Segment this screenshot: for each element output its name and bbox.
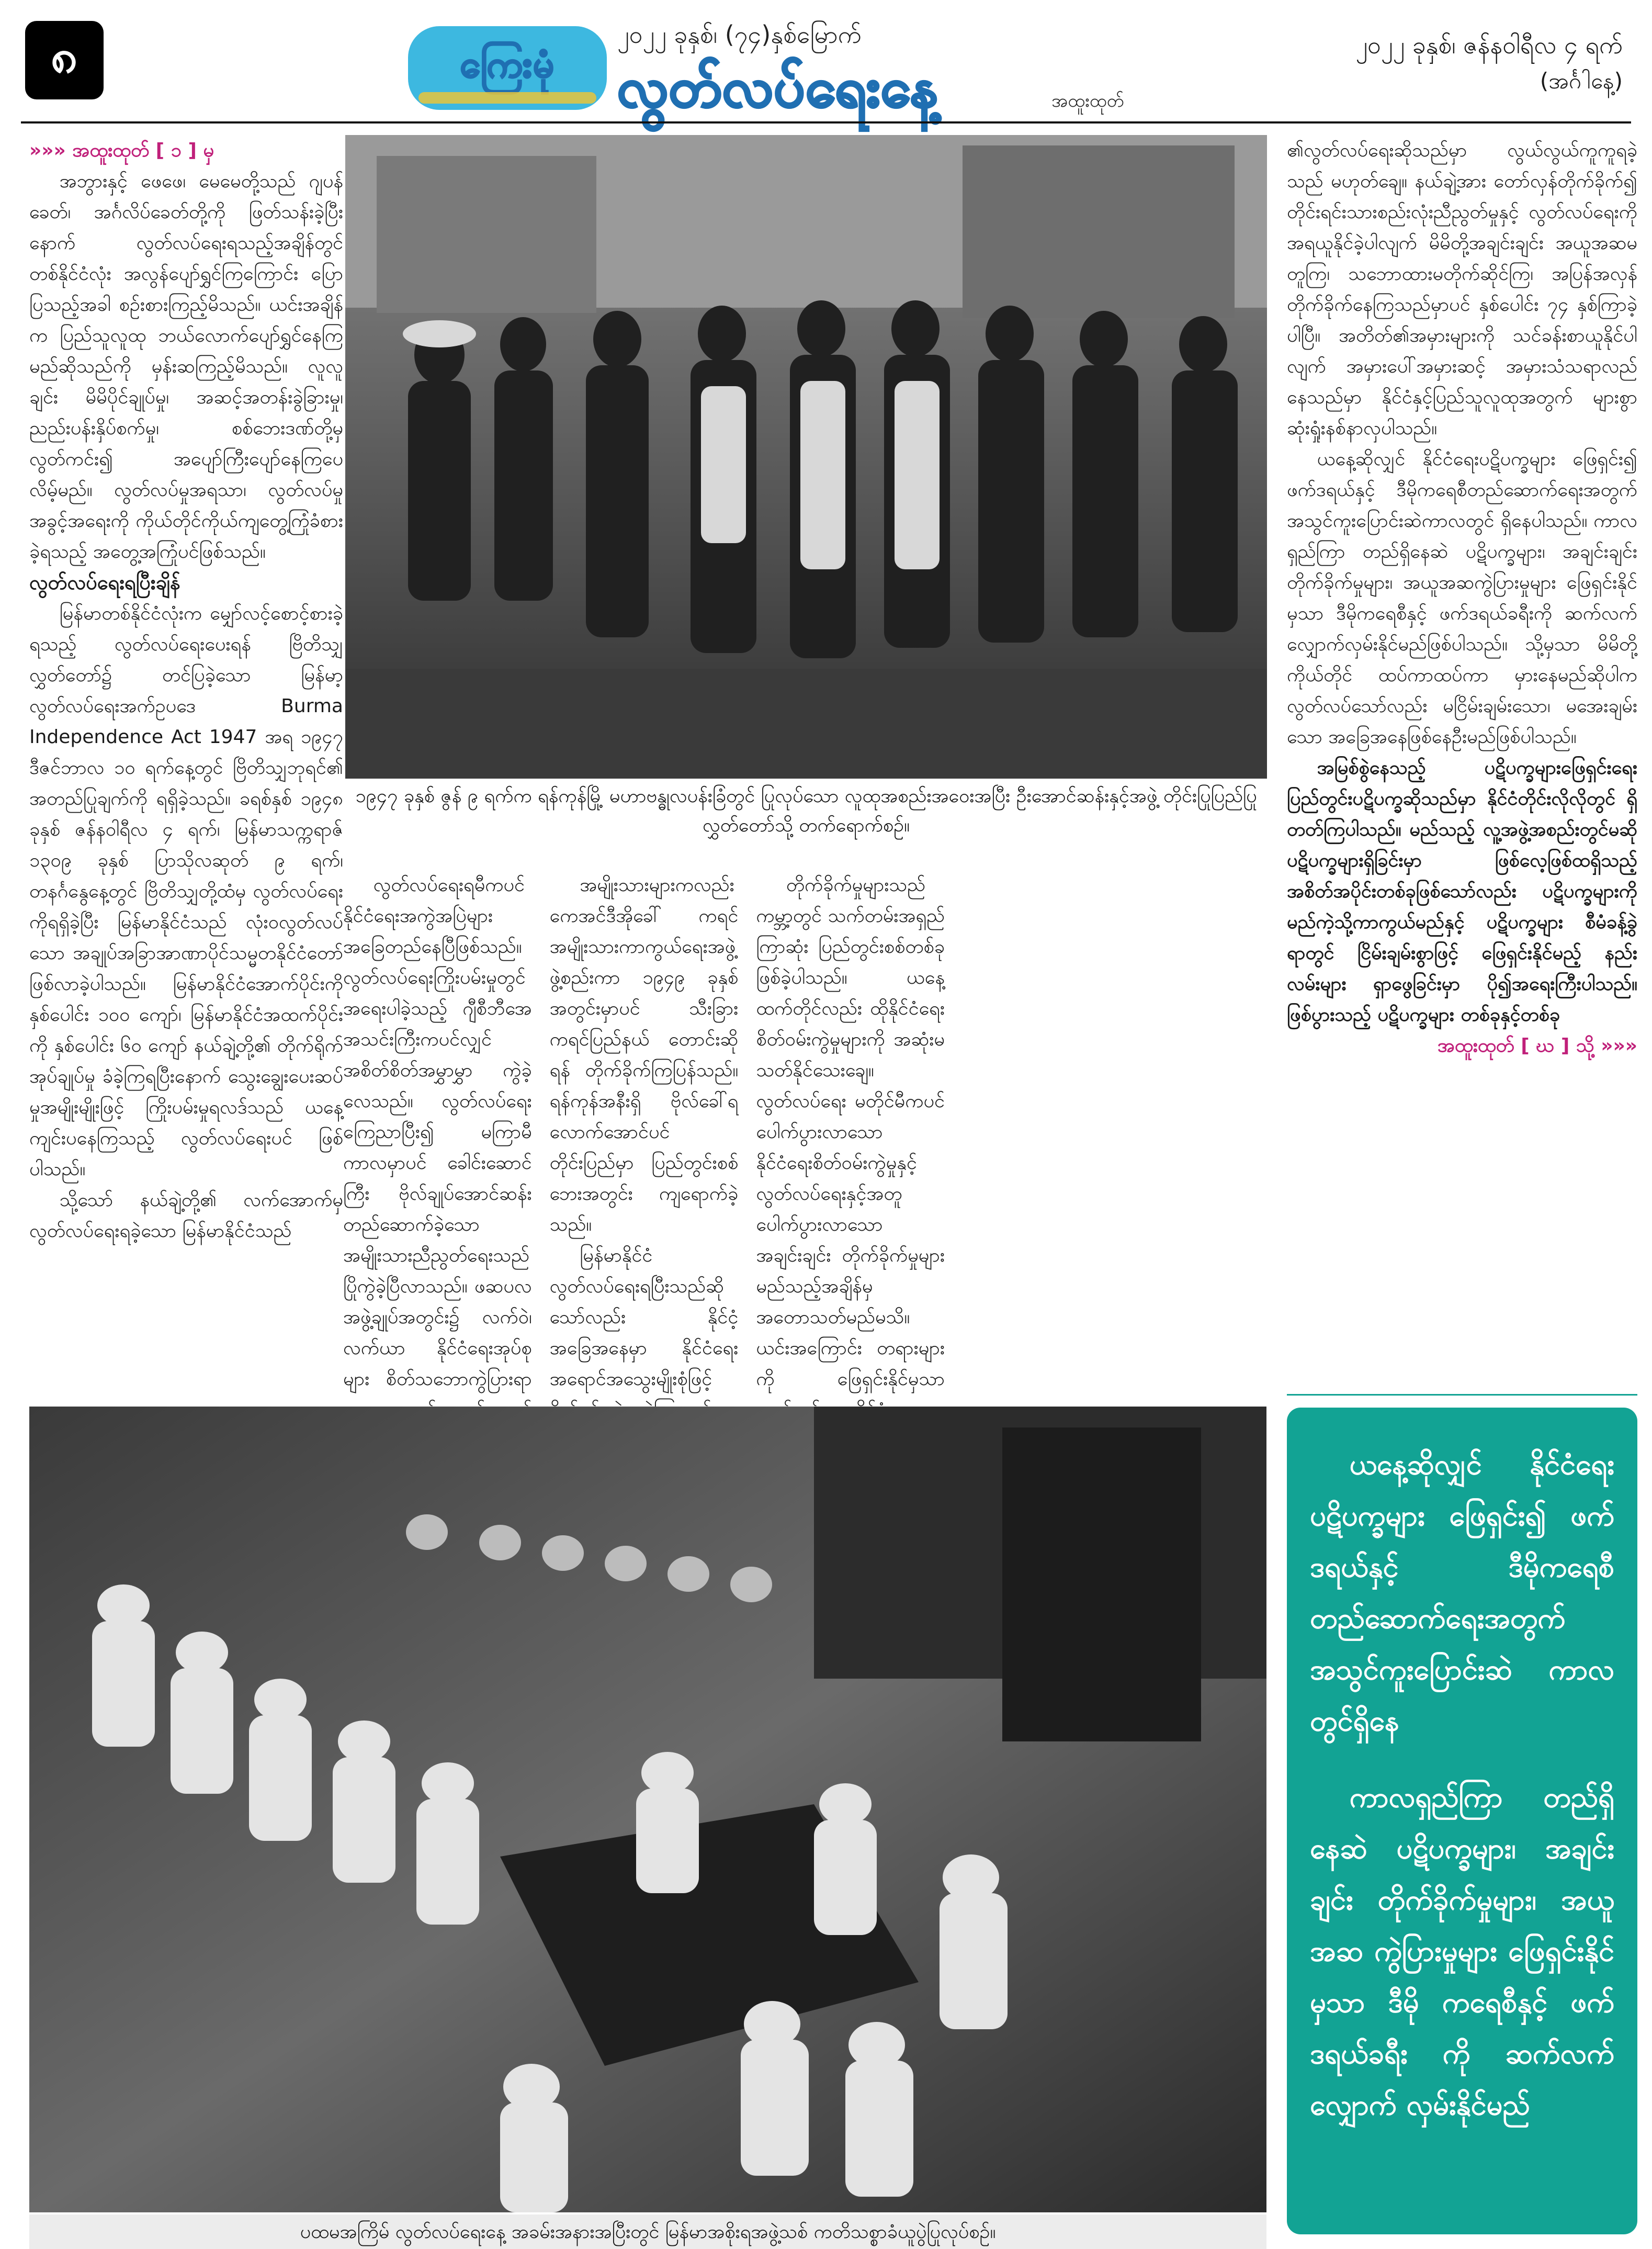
- historic-photo-procession: [345, 135, 1267, 779]
- special-edition-label: အထူးထုတ်: [1051, 91, 1124, 111]
- masthead: [408, 10, 1193, 119]
- issue-date: ၂၀၂၂ ခုနှစ်၊ ဇန်နဝါရီလ ၄ ရက်: [1355, 31, 1623, 59]
- pullquote-paragraph: ယနေ့ဆိုလျှင် နိုင်ငံရေး ပဋိပက္ခများ ဖြေရှင်း၍ ဖက်ဒရယ်နှင့် ဒီမိုကရေစီ တည်ဆောက်ရေးအတွက် အသွင်ကူးပြောင်းဆဲ ကာလ တွင်ရှိနေ: [1310, 1448, 1614, 1737]
- issue-day: (အင်္ဂါနေ့): [1540, 68, 1623, 94]
- pullquote-paragraph: ကာလရှည်ကြာ တည်ရှိ နေဆဲ ပဋိပက္ခများ၊ အချင်း ချင်း တိုက်ခိုက်မှုများ၊ အယူအဆ ကွဲပြားမှုများ ဖြေရှင်းနိုင်မှသာ ဒီမို ကရေစီနှင့် ဖက်ဒရယ်ခရီး ကို ဆက်လက်လျှောက် လှမ်းနိုင်မည်: [1310, 1781, 1614, 2121]
- paragraph: လွတ်လပ်ရေးရမီကပင် နိုင်ငံရေးအကွဲအပြဲများ အခြေတည်နေပြီဖြစ်သည်။ လွတ်လပ်ရေးကြိုးပမ်းမှုတွင် အရေးပါခဲ့သည့် ဂျီစီဘီအေ အသင်းကြီးကပင်လျှင် အစိတ်စိတ်အမွှာမွှာ ကွဲခဲ့လေသည်။ လွတ်လပ်ရေးကြေညာပြီး၍ မကြာမီကာလမှာပင် ခေါင်းဆောင်ကြီး ဗိုလ်ချုပ်အောင်ဆန်း တည်ဆောက်ခဲ့သော အမျိုးသားညီညွတ်ရေးသည် ပြိုကွဲခဲ့ပြီလာသည်။ ဖဆပလ အဖွဲ့ချုပ်အတွင်း၌ လက်ဝဲ၊ လက်ယာ နိုင်ငံရေးအုပ်စုများ စိတ်သဘောကွဲပြားရာ: [343, 874, 532, 1390]
- paragraph: မြန်မာတစ်နိုင်ငံလုံးက မျှော်လင့်စောင့်စားခဲ့ရသည့် လွတ်လပ်ရေးပေးရန် ဗြိတိသျှလွှတ်တော်၌ တင်ပြခဲ့သော မြန်မာ့လွတ်လပ်ရေးအက်ဥပဒေ Burma Independence Act 1947 အရ ၁၉၄၇ ဒီဇင်ဘာလ ၁၀ ရက်နေ့တွင် ဗြိတိသျှဘုရင်၏ အတည်ပြုချက်ကို ရရှိခဲ့သည်။ ခရစ်နှစ် ၁၉၄၈ ခုနှစ် ဇန်နဝါရီလ ၄ ရက်၊ မြန်မာသက္ကရာဇ် ၁၃၀၉ ခုနှစ် ပြာသိုလဆုတ် ၉ ရက်၊ တနင်္ဂနွေနေ့တွင် ဗြိတိသျှတို့ထံမှ လွတ်လပ်ရေးကိုရရှိခဲ့ပြီး မြန်မာနိုင်ငံသည် လုံးဝလွတ်လပ်သော အချုပ်အခြာအာဏာပိုင်သမ္မတနိုင်ငံတော် ဖြစ်လာခဲ့ပါသည်။ မြန်မာနိုင်ငံအောက်ပိုင်းကို နှစ်ပေါင်း ၁၀၀ ကျော်၊ မြန်မာနိုင်ငံအထက်ပိုင်းကို နှစ်ပေါင်း ၆၀ ကျော် နယ်ချဲ့တို့၏ တိုက်ရိုက်အုပ်ချုပ်မှု ခံခဲ့ကြရပြီးနောက် သွေးချွေးပေးဆပ်မှုအမျိုးမျိုးဖြင့် ကြိုးပမ်းမှုရလဒ်သည် ယနေ့ကျင်းပနေကြသည့် လွတ်လပ်ရေးပင် ဖြစ်ပါသည်။: [29, 603, 343, 1180]
- photo-ceremony-illustration: [29, 1407, 1266, 2212]
- jump-from-label[interactable]: »»» အထူးထုတ် [ ၁ ] မှ: [29, 140, 214, 161]
- article-column-right: [1287, 135, 1637, 1061]
- subheading: လွတ်လပ်ရေးရပြီးချိန်: [29, 571, 180, 594]
- paragraph: အမျိုးသားများကလည်း ကေအင်ဒီအိုခေါ် ကရင်အမျိုးသားကာကွယ်ရေးအဖွဲ့ ဖွဲ့စည်းကာ ၁၉၄၉ ခုနှစ်အတွင်းမှာပင် သီးခြားကရင်ပြည်နယ် တောင်းဆိုရန် တိုက်ခိုက်ကြပြန်သည်။ ရန်ကုန်အနီးရှိ ဗိုလ်ခေါ်ရလောက်အောင်ပင် တိုင်းပြည်မှာ ပြည်တွင်းစစ်ဘေးအတွင်း ကျရောက်ခဲ့သည်။: [549, 874, 739, 1235]
- paragraph-bold: အမြစ်စွဲနေသည့် ပဋိပက္ခများဖြေရှင်းရေး ပြည်တွင်းပဋိပက္ခဆိုသည်မှာ နိုင်ငံတိုင်းလိုလိုတွင် ရှိတတ်ကြပါသည်။ မည်သည့် လူ့အဖွဲ့အစည်းတွင်မဆို ပဋိပက္ခများရှိခြင်းမှာ ဖြစ်လေ့ဖြစ်ထရှိသည့် အစိတ်အပိုင်းတစ်ခုဖြစ်သော်လည်း ပဋိပက္ခများကို မည်ကဲ့သို့ကာကွယ်မည်နှင့် ပဋိပက္ခများ စီမံခန့်ခွဲရာတွင် ငြိမ်းချမ်းစွာဖြင့် ဖြေရှင်းနိုင်မည့် နည်းလမ်းများ ရှာဖွေခြင်းမှာ ပို၍အရေးကြီးပါသည်။ ဖြစ်ပွားသည့် ပဋိပက္ခများ တစ်ခုနှင့်တစ်ခု: [1287, 757, 1637, 1026]
- photo1-caption: ၁၉၄၇ ခုနှစ် ဇွန် ၉ ရက်က ရန်ကုန်မြို့ မဟာဗန္ဓုလပန်းခြံတွင် ပြုလုပ်သော လူထုအစည်းအဝေးအပြီး ဦးအောင်ဆန်းနှင့်အဖွဲ့ တိုင်းပြုပြည်ပြုလွှတ်တော်သို့ တက်ရောက်စဉ်။: [355, 785, 1257, 836]
- paragraph: မြန်မာနိုင်ငံ လွတ်လပ်ရေးရပြီးသည်ဆိုသော်လည်း နိုင်ငံ့အခြေအနေမှာ နိုင်ငံရေးအရောင်အသွေးမျိုးစုံဖြင့်: [549, 1245, 739, 1390]
- historic-photo-oath-ceremony: [29, 1407, 1266, 2212]
- paragraph: တိုက်ခိုက်မှုများသည် ကမ္ဘာ့တွင် သက်တမ်းအရှည်ကြာဆုံး ပြည်တွင်းစစ်တစ်ခုဖြစ်ခဲ့ပါသည်။ ယနေ့ထက်တိုင်လည်း ထိုနိုင်ငံရေးစိတ်ဝမ်းကွဲမှုများကို အဆုံးမသတ်နိုင်သေးချေ။ လွတ်လပ်ရေး မတိုင်မီကပင် ပေါက်ပွားလာသော နိုင်ငံရေးစိတ်ဝမ်းကွဲမှုနှင့် လွတ်လပ်ရေးနှင့်အတူ ပေါက်ပွားလာသော အချင်းချင်း တိုက်ခိုက်မှုများ မည်သည့်အချိန်မှ အတောသတ်မည်မသိ။ ယင်းအကြောင်း တရားများကို ဖြေရှင်းနိုင်မှသာ: [756, 874, 945, 1390]
- photo2-caption: ပထမအကြိမ် လွတ်လပ်ရေးနေ့ အခမ်းအနားအပြီးတွင် မြန်မာအစိုးရအဖွဲ့သစ် ကတိသစ္စာခံယူပွဲပြုလုပ်စဉ်။: [29, 2214, 1266, 2249]
- paragraph: ၏လွတ်လပ်ရေးဆိုသည်မှာ လွယ်လွယ်ကူကူရခဲ့သည် မဟုတ်ချေ။ နယ်ချဲ့အား တော်လှန်တိုက်ခိုက်၍ တိုင်းရင်းသားစည်းလုံးညီညွတ်မှုနှင့် လွတ်လပ်ရေးကို အရယူနိုင်ခဲ့ပါလျက် မိမိတို့အချင်းချင်း အယူအဆမတူကြ၊ သဘောထားမတိုက်ဆိုင်ကြ၊ အပြန်အလှန်တိုက်ခိုက်နေကြသည်မှာပင် နှစ်ပေါင်း ၇၄ နှစ်ကြာခဲ့ပါပြီ။ အတိတ်၏အမှားများကို သင်ခန်းစာယူနိုင်ပါလျက် အမှားပေါ်အမှားဆင့် အမှားသံသရာလည်နေသည်မှာ နိုင်ငံနှင့်ပြည်သူလူထုအတွက် များစွာဆုံးရှုံးနစ်နာလှပါသည်။: [1287, 140, 1637, 439]
- masthead-title: လွတ်လပ်ရေးနေ့: [617, 55, 939, 119]
- masthead-subtitle: ၂၀၂၂ ခုနှစ်၊ (၇၄)နှစ်မြောက်: [617, 20, 862, 49]
- paragraph: ယနေ့ဆိုလျှင် နိုင်ငံရေးပဋိပက္ခများ ဖြေရှင်း၍ ဖက်ဒရယ်နှင့် ဒီမိုကရေစီတည်ဆောက်ရေးအတွက် အသွင်ကူးပြောင်းဆဲကာလတွင် ရှိနေပါသည်။ ကာလရှည်ကြာ တည်ရှိနေဆဲ ပဋိပက္ခများ၊ အချင်းချင်း တိုက်ခိုက်မှုများ၊ အယူအဆကွဲပြားမှုများ ဖြေရှင်းနိုင်မှသာ ဒီမိုကရေစီနှင့် ဖက်ဒရယ်ခရီးကို ဆက်လက်လျှောက်လှမ်းနိုင်မည်ဖြစ်ပါသည်။ သို့မှသာ မိမိတို့ ကိုယ်တိုင် ထပ်ကာထပ်ကာ မှားနေမည်ဆိုပါက လွတ်လပ်သော်လည်း မငြိမ်းချမ်းသော၊ မအေးချမ်းသော အခြေအနေဖြစ်နေဦးမည်ဖြစ်ပါသည်။: [1287, 448, 1637, 748]
- header-rule: [21, 121, 1631, 123]
- pullquote-rule: [1287, 1394, 1637, 1396]
- photo-procession-illustration: [345, 135, 1267, 779]
- pullquote-box: [1287, 1408, 1637, 2234]
- logo-text: ကြေးမုံ: [460, 42, 555, 86]
- paragraph: အဘွားနှင့် ဖေဖေ၊ မေမေတို့သည် ဂျပန်ခေတ်၊ အင်္ဂလိပ်ခေတ်တို့ကို ဖြတ်သန်းခဲ့ပြီးနောက် လွတ်လပ်ရေးရသည့်အချိန်တွင် တစ်နိုင်ငံလုံး အလွန်ပျော်ရွှင်ကြကြောင်း ပြောပြသည့်အခါ စဉ်းစားကြည့်မိသည်။ ယင်းအချိန်က ပြည်သူလူထု ဘယ်လောက်ပျော်ရွှင်နေကြမည်ဆိုသည်ကို မှန်းဆကြည့်မိသည်။ လူလူချင်း မိမိပိုင်ချုပ်မှု၊ အဆင့်အတန်းခွဲခြားမှု၊ ညည်းပန်းနှိပ်စက်မှု၊ စစ်ဘေးဒဏ်တို့မှလွတ်ကင်း၍ အပျော်ကြီးပျော်နေကြပေလိမ့်မည်။ လွတ်လပ်မှုအရသာ၊ လွတ်လပ်မှုအခွင့်အရေးကို ကိုယ်တိုင်ကိုယ်ကျတွေ့ကြုံခံစားခဲ့ရသည့် အတွေ့အကြုံပင်ဖြစ်သည်။: [29, 171, 343, 563]
- newspaper-logo: [408, 26, 607, 110]
- page-number: ၈: [25, 21, 104, 99]
- logo-swoosh: [418, 92, 596, 104]
- jump-to-label[interactable]: အထူးထုတ် [ ဃ ] သို့ »»»: [1437, 1035, 1637, 1056]
- paragraph: သို့သော် နယ်ချဲ့တို့၏ လက်အောက်မှ လွတ်လပ်ရေးရခဲ့သော မြန်မာနိုင်ငံသည်: [29, 1189, 343, 1242]
- article-column-left: [29, 135, 343, 1246]
